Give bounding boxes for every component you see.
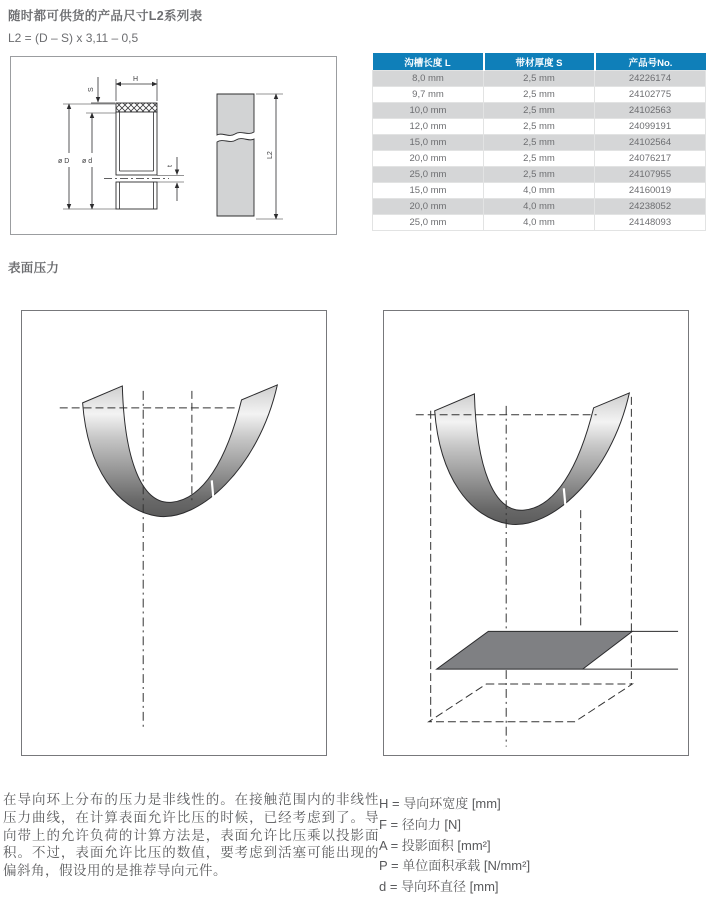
projected-area-plate — [437, 631, 633, 669]
pressure-figure-left — [21, 310, 327, 756]
table-cell: 2,5 mm — [484, 87, 595, 103]
guide-ring-hatch — [116, 103, 157, 112]
strip-upper — [217, 94, 254, 135]
legend-item: F = 径向力 [N] — [379, 816, 461, 832]
dimension-drawing-box — [10, 56, 337, 235]
section-title: 表面压力 — [8, 261, 60, 275]
table-cell: 15,0 mm — [373, 183, 484, 199]
table-cell: 2,5 mm — [484, 71, 595, 87]
projected-area-figure — [384, 311, 688, 755]
table-cell: 8,0 mm — [373, 71, 484, 87]
table-cell: 4,0 mm — [484, 199, 595, 215]
table-cell: 2,5 mm — [484, 119, 595, 135]
table-cell: 24102564 — [595, 135, 706, 151]
table-row — [373, 183, 706, 199]
table-row — [373, 87, 706, 103]
table-cell: 2,5 mm — [484, 167, 595, 183]
table-row — [373, 199, 706, 215]
table-row — [373, 151, 706, 167]
table-cell: 24107955 — [595, 167, 706, 183]
col-header-product-no: 产品号No. — [595, 53, 706, 71]
table-cell: 2,5 mm — [484, 135, 595, 151]
legend-item: A = 投影面积 [mm²] — [379, 837, 491, 853]
table-header-row — [373, 53, 706, 71]
table-cell: 24226174 — [595, 71, 706, 87]
table-cell: 25,0 mm — [373, 215, 484, 231]
table-cell: 24148093 — [595, 215, 706, 231]
table-cell: 24076217 — [595, 151, 706, 167]
table-row — [373, 215, 706, 231]
table-cell: 20,0 mm — [373, 151, 484, 167]
table-cell: 15,0 mm — [373, 135, 484, 151]
table-cell: 10,0 mm — [373, 103, 484, 119]
formula-text: L2 = (D – S) x 3,11 – 0,5 — [8, 31, 139, 45]
table-row — [373, 103, 706, 119]
body-paragraph: 在导向环上分布的压力是非线性的。在接触范围内的非线性压力曲线，在计算表面允许比压的时候，已经考虑到了。导向带上的允许负荷的计算方法是，表面允许比压乘以投影面积。不过，表面允许比压的数值，要考虑到活塞可能出现的偏斜角，假设用的是推荐导向元件。 — [3, 792, 379, 879]
table-cell: 20,0 mm — [373, 199, 484, 215]
table-cell: 12,0 mm — [373, 119, 484, 135]
table-cell: 25,0 mm — [373, 167, 484, 183]
table-row — [373, 135, 706, 151]
dim-label-H: H — [133, 76, 139, 83]
dim-label-S: S — [88, 87, 95, 92]
product-table-body — [373, 71, 706, 231]
pressure-figure-right — [383, 310, 689, 756]
table-cell: 24160019 — [595, 183, 706, 199]
table-cell: 24102775 — [595, 87, 706, 103]
legend-list — [379, 794, 530, 898]
table-row — [373, 167, 706, 183]
legend-item: d = 导向环直径 [mm] — [379, 879, 499, 895]
guide-ring-shell-figure — [22, 311, 326, 755]
legend-item: H = 导向环宽度 [mm] — [379, 796, 501, 811]
table-cell: 4,0 mm — [484, 183, 595, 199]
table-cell: 4,0 mm — [484, 215, 595, 231]
table-cell: 2,5 mm — [484, 103, 595, 119]
strip-lower — [217, 139, 254, 216]
page-title: 随时都可供货的产品尺寸L2系列表 — [8, 9, 203, 23]
col-header-groove-length: 沟槽长度 L — [373, 53, 484, 71]
dim-label-phi-d: ø d — [82, 158, 93, 165]
dimension-drawing — [11, 57, 336, 234]
table-row — [373, 71, 706, 87]
shell-ribbon — [83, 385, 278, 517]
dim-label-t: t — [167, 165, 174, 167]
dim-label-phi-D: ø D — [58, 158, 70, 165]
table-cell: 9,7 mm — [373, 87, 484, 103]
legend-item: P = 单位面积承载 [N/mm²] — [379, 858, 531, 874]
projected-area-outline — [429, 684, 633, 722]
product-table — [372, 53, 706, 231]
shell-ribbon — [435, 393, 630, 525]
table-cell: 24099191 — [595, 119, 706, 135]
table-row — [373, 119, 706, 135]
dim-label-L2: L2 — [267, 151, 274, 159]
table-cell: 24238052 — [595, 199, 706, 215]
table-cell: 24102563 — [595, 103, 706, 119]
table-cell: 2,5 mm — [484, 151, 595, 167]
col-header-strip-thickness: 带材厚度 S — [484, 53, 595, 71]
